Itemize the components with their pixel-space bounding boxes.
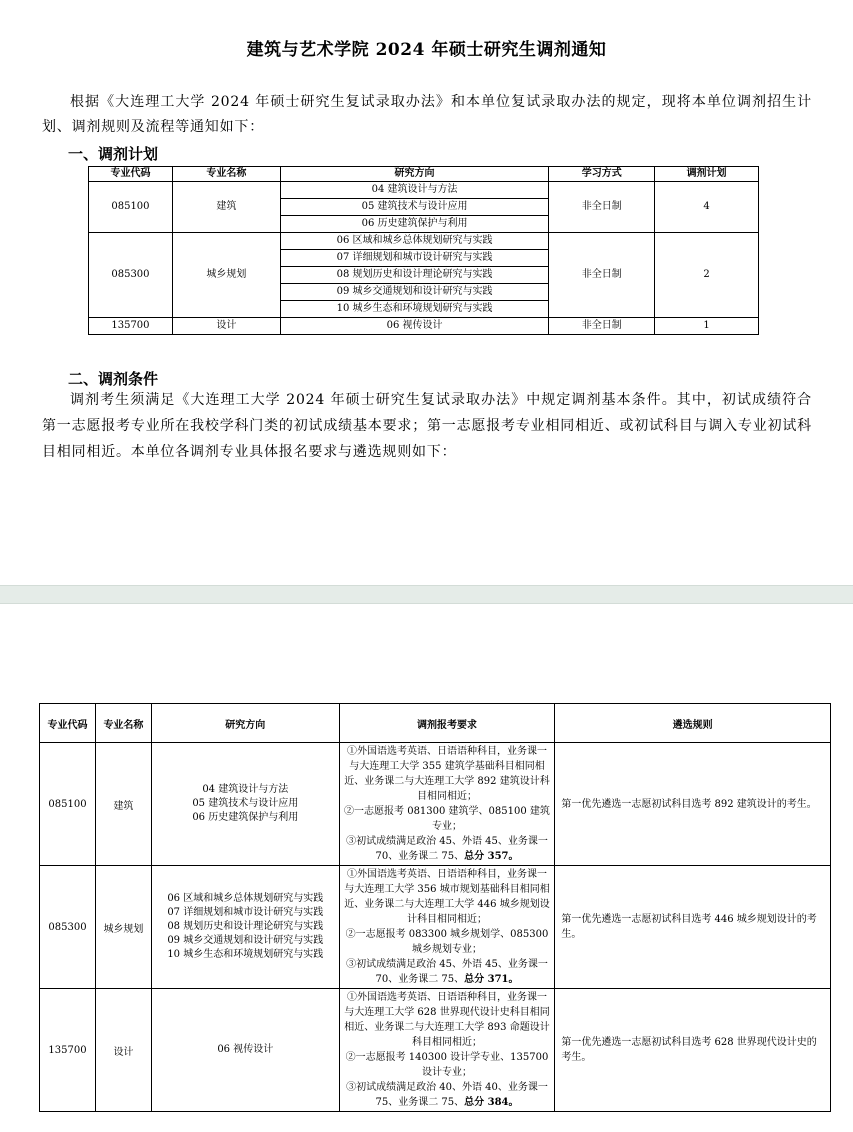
requirement-3: ③初试成绩满足政治 40、外语 40、业务课一 75、业务课二 75、总分 384。: [346, 1082, 548, 1108]
header-direction: 研究方向: [151, 704, 339, 743]
section-heading-conditions: 二、调剂条件: [68, 370, 159, 388]
requirement-1: ①外国语选考英语、日语语种科目，业务课一与大连理工大学 355 建筑学基础科目相同相近、业务课二与大连理工大学 892 建筑设计科目相同相近；: [344, 746, 550, 802]
cell-direction: 04 建筑设计与方法: [280, 182, 549, 199]
direction-item: 08 规划历史和设计理论研究与实践: [167, 921, 324, 932]
cell-direction: 08 规划历史和设计理论研究与实践: [280, 267, 549, 284]
table-row: [89, 182, 759, 199]
total-score: 总分 371。: [464, 974, 519, 985]
cell-rule: 第一优先遴选一志愿初试科目选考 446 城乡规划设计的考生。: [555, 866, 831, 989]
table-header-row: [40, 704, 831, 743]
header-name: 专业名称: [95, 704, 151, 743]
cell-rule: 第一优先遴选一志愿初试科目选考 892 建筑设计的考生。: [555, 743, 831, 866]
requirement-3: ③初试成绩满足政治 45、外语 45、业务课一 70、业务课二 75、总分 371。: [346, 959, 548, 985]
header-plan: 调剂计划: [655, 167, 759, 182]
direction-item: 06 历史建筑保护与利用: [192, 812, 299, 823]
table-row: [89, 318, 759, 335]
cell-code: 135700: [40, 989, 96, 1112]
requirement-2: ②一志愿报考 140300 设计学专业、135700 设计专业；: [345, 1052, 549, 1078]
header-rules: 遴选规则: [555, 704, 831, 743]
table-row: [40, 989, 831, 1112]
cell-name: 城乡规划: [172, 233, 280, 318]
plan-table: [88, 166, 759, 335]
cell-requirements: [339, 743, 555, 866]
direction-item: 06 区域和城乡总体规划研究与实践: [167, 893, 324, 904]
table-row: [40, 866, 831, 989]
cell-mode: 非全日制: [549, 182, 655, 233]
cell-direction: 09 城乡交通规划和设计研究与实践: [280, 284, 549, 301]
direction-item: 06 视传设计: [217, 1044, 274, 1055]
cell-code: 085300: [40, 866, 96, 989]
cell-direction: 06 历史建筑保护与利用: [280, 216, 549, 233]
cell-plan: 2: [655, 233, 759, 318]
requirements-table: [39, 703, 831, 1112]
cell-name: 城乡规划: [95, 866, 151, 989]
cell-name: 设计: [95, 989, 151, 1112]
header-requirements: 调剂报考要求: [339, 704, 555, 743]
cell-requirements: [339, 989, 555, 1112]
total-score: 总分 357。: [464, 851, 519, 862]
header-code: 专业代码: [40, 704, 96, 743]
requirement-2: ②一志愿报考 081300 建筑学、085100 建筑专业；: [344, 806, 550, 832]
cell-name: 建筑: [172, 182, 280, 233]
cell-direction: 10 城乡生态和环境规划研究与实践: [280, 301, 549, 318]
cell-requirements: [339, 866, 555, 989]
page-title: 建筑与艺术学院 2024 年硕士研究生调剂通知: [246, 40, 607, 60]
header-direction: 研究方向: [280, 167, 549, 182]
table-header-row: [89, 167, 759, 182]
requirement-2: ②一志愿报考 083300 城乡规划学、085300 城乡规划专业；: [345, 929, 549, 955]
cell-plan: 4: [655, 182, 759, 233]
direction-item: 07 详细规划和城市设计研究与实践: [167, 907, 324, 918]
cell-direction: 07 详细规划和城市设计研究与实践: [280, 250, 549, 267]
intro-paragraph: 根据《大连理工大学 2024 年硕士研究生复试录取办法》和本单位复试录取办法的规定，现将本单位调剂招生计划、调剂规则及流程等通知如下：: [42, 94, 812, 135]
cell-code: 085300: [89, 233, 173, 318]
cell-rule: 第一优先遴选一志愿初试科目选考 628 世界现代设计史的考生。: [555, 989, 831, 1112]
direction-item: 05 建筑技术与设计应用: [192, 798, 299, 809]
total-score: 总分 384。: [464, 1097, 519, 1108]
direction-item: 10 城乡生态和环境规划研究与实践: [167, 949, 324, 960]
page-divider: [0, 585, 853, 604]
cell-mode: 非全日制: [549, 318, 655, 335]
header-mode: 学习方式: [549, 167, 655, 182]
cell-directions: [151, 743, 339, 866]
table-row: [89, 233, 759, 250]
cell-direction: 06 视传设计: [280, 318, 549, 335]
cell-direction: 05 建筑技术与设计应用: [280, 199, 549, 216]
cell-name: 建筑: [95, 743, 151, 866]
direction-item: 04 建筑设计与方法: [202, 784, 289, 795]
cell-mode: 非全日制: [549, 233, 655, 318]
section-heading-plan: 一、调剂计划: [68, 145, 159, 163]
table-row: [40, 743, 831, 866]
conditions-paragraph: 调剂考生须满足《大连理工大学 2024 年硕士研究生复试录取办法》中规定调剂基本条件。其中，初试成绩符合第一志愿报考专业所在我校学科门类的初试成绩基本要求；第一志愿报考专业相同相近、或初试科目与调入专业初试科目相同相近。本单位各调剂专业具体报名要求与遴选规则如下：: [42, 392, 812, 460]
requirement-3: ③初试成绩满足政治 45、外语 45、业务课一 70、业务课二 75、总分 357。: [346, 836, 548, 862]
cell-directions: [151, 866, 339, 989]
cell-name: 设计: [172, 318, 280, 335]
cell-code: 135700: [89, 318, 173, 335]
header-name: 专业名称: [172, 167, 280, 182]
requirement-1: ①外国语选考英语、日语语种科目，业务课一与大连理工大学 628 世界现代设计史科目相同相近、业务课二与大连理工大学 893 命题设计科目相同相近；: [344, 992, 550, 1048]
cell-plan: 1: [655, 318, 759, 335]
requirement-1: ①外国语选考英语、日语语种科目，业务课一与大连理工大学 356 城市规划基础科目相同相近、业务课二与大连理工大学 446 城乡规划设计科目相同相近；: [344, 869, 550, 925]
cell-code: 085100: [89, 182, 173, 233]
cell-code: 085100: [40, 743, 96, 866]
direction-item: 09 城乡交通规划和设计研究与实践: [167, 935, 324, 946]
header-code: 专业代码: [89, 167, 173, 182]
cell-direction: 06 区域和城乡总体规划研究与实践: [280, 233, 549, 250]
cell-directions: [151, 989, 339, 1112]
